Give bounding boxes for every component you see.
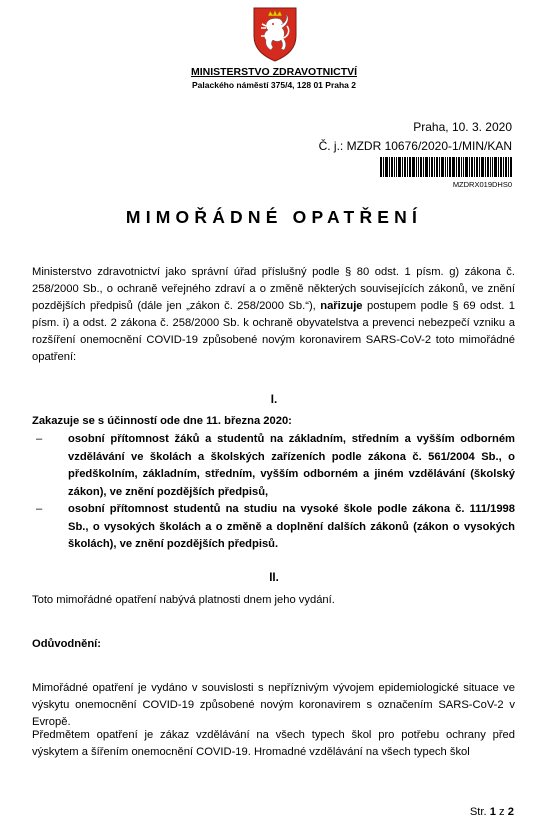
reference-number: Č. j.: MZDR 10676/2020-1/MIN/KAN [318, 139, 512, 153]
intro-text-1: Ministerstvo zdravotnictví jako správní úřad příslušný podle § 80 odst. 1 písm. g) zákona č. 258/2000 Sb., o ochraně veřejného zdraví a o změně některých souvisejících zákonů, ve znění pozdějších předpisů (dále jen „zákon č. 258/2000 Sb.“), [32, 266, 515, 312]
justification-paragraph-2: Předmětem opatření je zákaz vzdělávání na všech typech škol pro potřebu ochrany před výskytem a šířením onemocnění COVID-19. Hromadné vzdělávání na všech typech škol [32, 729, 515, 758]
section-1-list [32, 431, 515, 554]
intro-text-2: postupem podle § 69 odst. 1 písm. i) a odst. 2 zákona č. 258/2000 Sb. k ochraně obyvatelstva a prevenci nebezpečí vzniku a rozšíření onemocnění COVID-19 způsobené novým koronavirem SARS-CoV-2 toto mimořádné opatření: [32, 300, 515, 363]
justification-paragraph-1: Mimořádné opatření je vydáno v souvislosti s nepříznivým vývojem epidemiologické situace ve výskytu onemocnění COVID-19 způsobené novým koronavirem s označením SARS-CoV-2 v Evropě. [32, 682, 515, 728]
section-1-lead: Zakazuje se s účinností ode dne 11. března 2020: [32, 415, 292, 427]
page-separator: z [495, 806, 508, 818]
barcode-label: MZDRX019DHS0 [452, 180, 512, 189]
total-pages: 2 [507, 806, 514, 818]
justification-heading: Odůvodnění: [32, 638, 101, 650]
state-emblem-icon [252, 6, 298, 62]
list-item [32, 501, 515, 554]
section-2-text: Toto mimořádné opatření nabývá platnosti dnem jeho vydání. [32, 594, 335, 606]
list-item-text: osobní přítomnost žáků a studentů na základním, středním a vyšším odborném vzdělávání ve školách a školských zařízeních podle zákona č. 561/2004 Sb., o předškolním, základním, středním, vyšším odborném a jiném vzdělávání (školský zákon), ve znění pozdějších předpisů, [68, 433, 515, 498]
current-page: 1 [489, 806, 496, 818]
place-date: Praha, 10. 3. 2020 [413, 120, 512, 134]
list-item [32, 431, 515, 501]
section-2-numeral: II. [269, 572, 279, 584]
document-title: MIMOŘÁDNÉ OPATŘENÍ [125, 207, 423, 227]
section-1-numeral: I. [270, 394, 278, 406]
barcode [380, 157, 512, 177]
dash-bullet: – [36, 433, 43, 445]
ministry-address: Palackého náměstí 375/4, 128 01 Praha 2 [192, 80, 356, 90]
list-item-text: osobní přítomnost studentů na studiu na vysoké škole podle zákona č. 111/1998 Sb., o vysokých školách a o změně a doplnění dalších zákonů (zákon o vysokých školách), ve znění pozdějších předpisů. [68, 503, 515, 550]
page-number [470, 806, 514, 818]
intro-bold-word: nařizuje [320, 300, 363, 312]
page-label: Str. [469, 806, 490, 818]
ministry-name: MINISTERSTVO ZDRAVOTNICTVÍ [190, 66, 358, 78]
dash-bullet: – [36, 503, 43, 515]
intro-paragraph [32, 264, 515, 366]
